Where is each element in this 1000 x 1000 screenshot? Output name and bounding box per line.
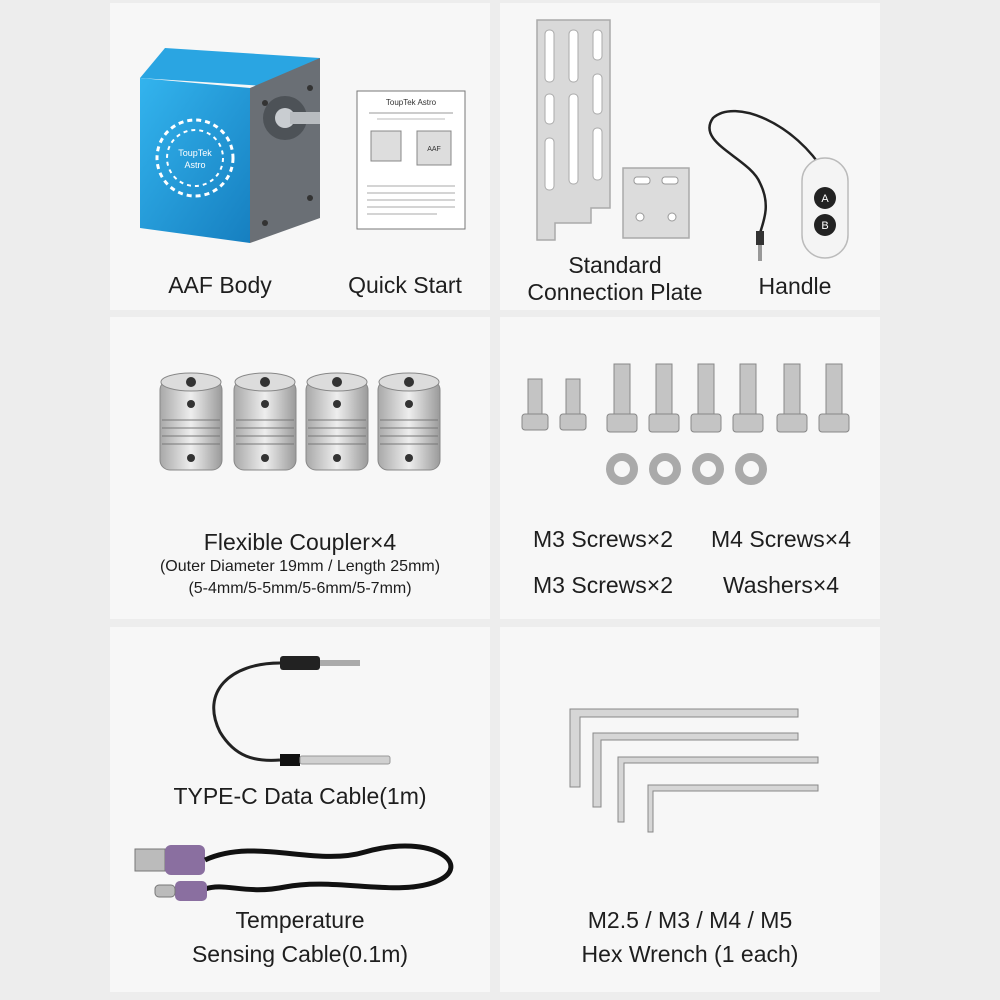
aaf-body-image: [140, 48, 320, 243]
panel-hex-wrenches: [500, 627, 880, 992]
couplers-image: [158, 372, 448, 472]
typec-cable-image: [135, 827, 475, 907]
coupler-dimensions: (Outer Diameter 19mm / Length 25mm): [159, 558, 441, 575]
handle-button-b: B: [821, 220, 829, 232]
panel-couplers: [110, 317, 490, 619]
small-plate-image: [622, 167, 690, 239]
coupler-title: Flexible Coupler×4: [203, 529, 397, 555]
quick-start-manual-image: [357, 91, 465, 229]
aaf-body-label: AAF Body: [168, 272, 272, 298]
manual-aaf-text: AAF: [427, 146, 441, 153]
manual-title: ToupTek Astro: [385, 98, 437, 107]
plate-label-line2: Connection Plate: [527, 279, 703, 305]
temp-cable-label-line1: Temperature: [235, 907, 365, 933]
panel-screws: [500, 317, 880, 619]
handle-image: [705, 103, 855, 263]
typec-cable-label: TYPE-C Data Cable(1m): [173, 783, 427, 809]
temp-cable-label-line2: Sensing Cable(0.1m): [191, 941, 409, 967]
handle-button-a: A: [821, 193, 829, 205]
panel-aaf-body: [110, 3, 490, 310]
quick-start-label: Quick Start: [348, 272, 462, 298]
connection-plate-image: [535, 18, 615, 240]
m4-screws-label: M4 Screws×4: [711, 526, 851, 552]
panel-cables: [110, 627, 490, 992]
washers-label: Washers×4: [722, 572, 840, 598]
screws-image: [520, 359, 865, 489]
body-logo-subtext: Astro: [184, 160, 206, 170]
plate-label-line1: Standard: [568, 252, 662, 278]
m3-screws-label-1: M3 Screws×2: [533, 526, 673, 552]
panel-plate-handle: [500, 3, 880, 310]
sensor-cable-image: [200, 652, 400, 772]
hex-wrench-sizes-label: M2.5 / M3 / M4 / M5: [587, 907, 793, 933]
hex-wrench-image: [568, 707, 828, 837]
body-logo-text: ToupTek: [178, 148, 212, 158]
coupler-sizes: (5-4mm/5-5mm/5-6mm/5-7mm): [188, 580, 412, 597]
handle-label: Handle: [758, 273, 832, 299]
hex-wrench-count-label: Hex Wrench (1 each): [581, 941, 799, 967]
m3-screws-label-2: M3 Screws×2: [533, 572, 673, 598]
